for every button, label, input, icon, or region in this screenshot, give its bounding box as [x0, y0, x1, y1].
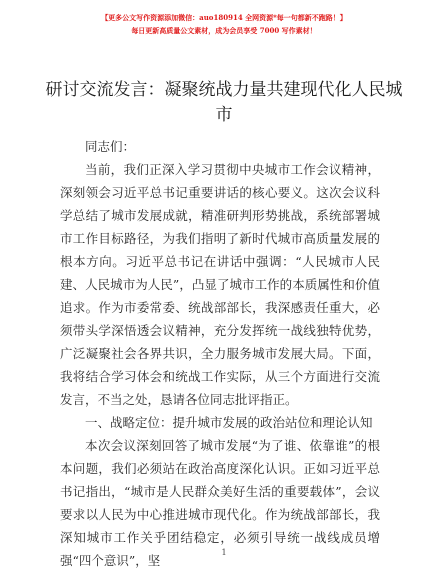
- greeting: 同志们：: [85, 139, 136, 154]
- banner-line-1: 【更多公文写作资源添加微信：auo180914 全网资源*每一句都新不跑路！】: [101, 13, 347, 22]
- section-heading: 一、战略定位：提升城市发展的政治站位和理论认知: [85, 415, 373, 430]
- paragraph-intro: 当前，我们正深入学习贯彻中央城市工作会议精神，深刻领会习近平总书记重要讲话的核心要义。这次会议科学总结了城市发展成就，精准研判形势挑战，系统部署城市工作目标路径，为我们指明了新时代城市高质量发展的根本方向。习近平总书记在讲话中强调：“人民城市人民建、人民城市为人民”，凸显了城市工作的本质属性和价值追求。作为市委常委、统战部部长，我深感责任重大，必须带头学深悟透会议精神，充分发挥统一战线独特优势，广泛凝聚社会各界共识，全力服务城市发展大局。下面，我将结合学习体会和统战工作实际，从三个方面进行交流发言，不当之处，恳请各位同志批评指正。: [60, 162, 380, 407]
- page-number: 1: [221, 548, 227, 557]
- section-paragraph: 本次会议深刻回答了城市发展“为了谁、依靠谁”的根本问题，我们必须站在政治高度深化认识。正如习近平总书记指出，“城市是人民群众美好生活的重要载体”，会议要求以人民为中心推进城市现代化。作为统战部部长，我深知城市工作关乎团结稳定，必须引导统一战线成员增强“四个意识”，坚: [60, 438, 380, 568]
- document-body: [60, 135, 380, 572]
- banner-line-2: 每日更新高质量公文素材，成为会员享受 7000 写作素材！: [131, 26, 317, 35]
- document-title: 研讨交流发言：凝聚统战力量共建现代化人民城市: [45, 80, 403, 125]
